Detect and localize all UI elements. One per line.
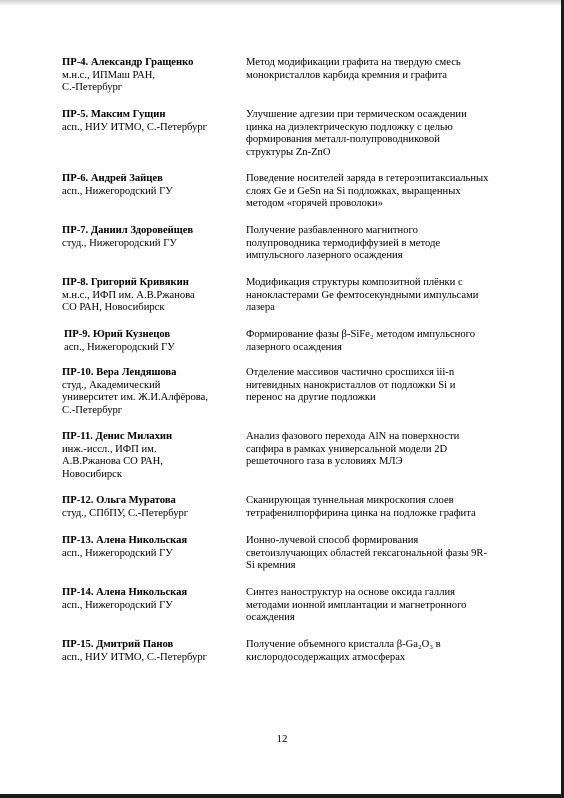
talk-title-line: кислородосодержащих атмосферах bbox=[246, 651, 406, 663]
page-number: 12 bbox=[276, 733, 288, 745]
author-affiliation: асп., Нижегородский ГУ bbox=[62, 599, 173, 611]
talk-title bbox=[246, 173, 516, 211]
author-name: ПР-8. Григорий Кривякин bbox=[62, 277, 189, 288]
talk-title bbox=[246, 109, 516, 159]
talk-title-line: тетрафенилпорфирина цинка на подложке графита bbox=[246, 507, 476, 519]
talk-title-line: методами ионной имплантации и магнетронного bbox=[246, 599, 467, 611]
talk-title-line: осаждения bbox=[246, 612, 295, 624]
talk-title bbox=[246, 535, 516, 573]
author-affiliation: студ., Академический bbox=[62, 379, 161, 391]
author-name: ПР-12. Ольга Муратова bbox=[62, 495, 176, 506]
author-block bbox=[62, 431, 238, 481]
talk-title-line: структуры Zn-ZnO bbox=[246, 146, 331, 158]
talk-title-line: лазера bbox=[246, 302, 275, 314]
talk-title-line: Формирование фазы β-SiFe₂ методом импульсного bbox=[246, 329, 475, 340]
author-affiliation: асп., НИУ ИТМО, С.-Петербург bbox=[62, 121, 207, 133]
talk-title-line: Модификация структуры композитной плёнки с bbox=[246, 277, 463, 288]
author-affiliation: асп., Нижегородский ГУ bbox=[62, 547, 173, 559]
author-affiliation: м.н.с., ИФП им. А.В.Ржанова bbox=[62, 289, 195, 301]
talk-title-line: методом «горячей проволоки» bbox=[246, 198, 383, 210]
author-block bbox=[62, 57, 238, 95]
author-affiliation: м.н.с., ИПМаш РАН, bbox=[62, 69, 156, 81]
author-affiliation: инж.-иссл., ИФП им. bbox=[62, 443, 157, 455]
author-affiliation: университет им. Ж.И.Алфёрова, bbox=[62, 392, 208, 404]
talk-title-line: полупроводника термодиффузией в методе bbox=[246, 237, 441, 249]
author-name: ПР-4. Александр Гращенко bbox=[62, 57, 194, 68]
talk-title bbox=[246, 329, 516, 354]
page-top-shadow bbox=[0, 0, 561, 6]
author-name: ПР-15. Дмитрий Панов bbox=[62, 639, 174, 650]
author-name: ПР-11. Денис Милахин bbox=[62, 431, 173, 442]
author-block bbox=[62, 639, 238, 664]
author-block bbox=[62, 277, 238, 315]
author-name: ПР-5. Максим Гущин bbox=[62, 109, 166, 120]
author-affiliation: асп., Нижегородский ГУ bbox=[62, 185, 173, 197]
talk-title-line: нанокластерами Ge фемтосекундными импульсами bbox=[246, 289, 479, 301]
author-affiliation: асп., НИУ ИТМО, С.-Петербург bbox=[62, 651, 207, 663]
talk-title-line: Поведение носителей заряда в гетероэпитаксиальных bbox=[246, 173, 489, 184]
talk-title bbox=[246, 225, 516, 263]
author-block bbox=[62, 495, 238, 520]
author-block bbox=[62, 367, 238, 417]
talk-title-line: решеточного газа в условиях МЛЭ bbox=[246, 456, 403, 468]
talk-title-line: Ионно-лучевой способ формирования bbox=[246, 535, 419, 546]
talk-title bbox=[246, 495, 516, 520]
author-affiliation: С.-Петербург bbox=[62, 82, 123, 94]
talk-title-line: слоях Ge и GeSn на Si подложках, выращенных bbox=[246, 185, 461, 197]
talk-title-line: Сканирующая туннельная микроскопия слоев bbox=[246, 495, 454, 506]
author-block bbox=[62, 109, 238, 134]
talk-title-line: Получение объемного кристалла β-Ga₂O₃ в bbox=[246, 639, 441, 650]
author-name: ПР-6. Андрей Зайцев bbox=[62, 173, 163, 184]
talk-title bbox=[246, 277, 516, 315]
author-affiliation: Новосибирск bbox=[62, 468, 123, 480]
author-block bbox=[62, 225, 238, 250]
talk-title-line: цинка на диэлектрическую подложку с целью bbox=[246, 121, 453, 133]
author-affiliation: студ., Нижегородский ГУ bbox=[62, 237, 177, 249]
author-name: ПР-10. Вера Лендяшова bbox=[62, 367, 177, 378]
author-affiliation: СО РАН, Новосибирск bbox=[62, 302, 165, 314]
talk-title-line: сапфира в рамках универсальной модели 2D bbox=[246, 443, 448, 455]
talk-title-line: монокристаллов карбида кремния и графита bbox=[246, 69, 448, 81]
talk-title-line: формирования металл-полупроводниковой bbox=[246, 134, 440, 146]
author-name: ПР-7. Даниил Здоровейщев bbox=[62, 225, 194, 236]
talk-title-line: Метод модификации графита на твердую смесь bbox=[246, 57, 461, 68]
talk-title-line: Анализ фазового перехода AlN на поверхности bbox=[246, 431, 460, 442]
author-name: ПР-14. Алена Никольская bbox=[62, 587, 188, 598]
talk-title bbox=[246, 367, 516, 405]
author-affiliation: студ., СПбПУ, С.-Петербург bbox=[62, 507, 189, 519]
author-block bbox=[62, 587, 238, 612]
talk-title-line: импульсного лазерного осаждения bbox=[246, 250, 403, 262]
talk-title-line: Si кремния bbox=[246, 560, 296, 572]
talk-title-line: Получение разбавленного магнитного bbox=[246, 225, 418, 236]
author-name: ПР-9. Юрий Кузнецов bbox=[64, 329, 171, 340]
talk-title bbox=[246, 587, 516, 625]
talk-title bbox=[246, 639, 516, 664]
author-affiliation: асп., Нижегородский ГУ bbox=[64, 341, 175, 353]
talk-title bbox=[246, 431, 516, 469]
talk-title bbox=[246, 57, 516, 82]
author-name: ПР-13. Алена Никольская bbox=[62, 535, 188, 546]
author-block bbox=[64, 329, 240, 354]
author-affiliation: А.В.Ржанова СО РАН, bbox=[62, 456, 163, 468]
talk-title-line: Улучшение адгезии при термическом осаждении bbox=[246, 109, 467, 120]
author-affiliation: С.-Петербург bbox=[62, 404, 123, 416]
talk-title-line: лазерного осаждения bbox=[246, 341, 342, 353]
talk-title-line: светоизлучающих областей гексагональной фазы 9R- bbox=[246, 547, 488, 559]
author-block bbox=[62, 173, 238, 198]
talk-title-line: перенос на другие подложки bbox=[246, 392, 376, 404]
talk-title-line: нитевидных нанокристаллов от подложки Si и bbox=[246, 379, 456, 391]
talk-title-line: Синтез наноструктур на основе оксида галлия bbox=[246, 587, 456, 598]
author-block bbox=[62, 535, 238, 560]
talk-title-line: Отделение массивов частично сросшихся iii-n bbox=[246, 367, 455, 378]
